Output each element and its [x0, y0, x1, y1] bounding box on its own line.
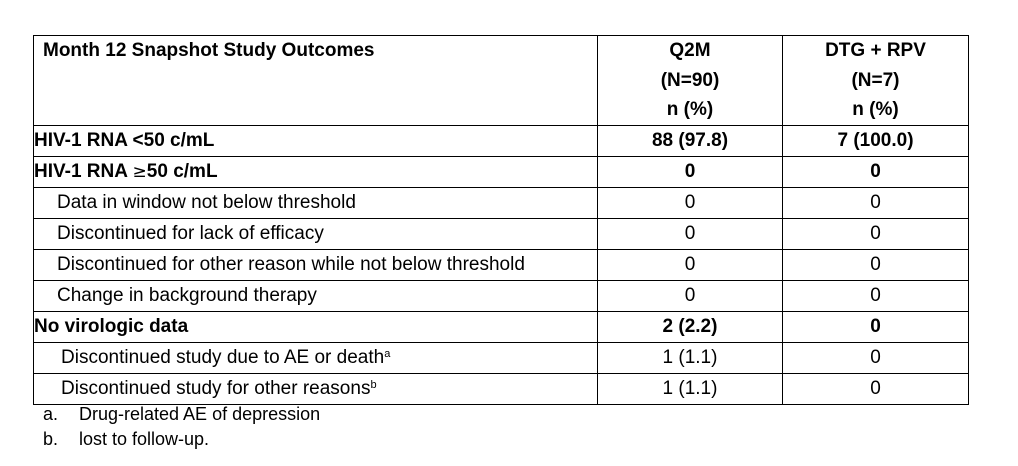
- row-label: HIV-1 RNA <50 c/mL: [34, 126, 598, 157]
- table-row: [34, 126, 969, 157]
- footnote-marker: b: [370, 379, 377, 391]
- dtg-rpv-value: 0: [783, 374, 969, 405]
- table-row: [34, 188, 969, 219]
- q2m-value: 88 (97.8): [598, 126, 783, 157]
- q2m-value: 0: [598, 219, 783, 250]
- dtg-rpv-value: 0: [783, 250, 969, 281]
- row-label: [34, 374, 598, 405]
- footnotes: [43, 402, 320, 452]
- row-label: [34, 343, 598, 374]
- row-label-text: Discontinued study for other reasons: [61, 378, 371, 399]
- q2m-value: 0: [598, 157, 783, 188]
- q2m-value: 0: [598, 188, 783, 219]
- header-dtg-rpv-cell: [783, 36, 969, 126]
- table-title: Month 12 Snapshot Study Outcomes: [43, 40, 375, 61]
- greater-equal-symbol: ≥: [132, 162, 147, 182]
- q2m-unit: n (%): [666, 99, 714, 120]
- footnote-item: [43, 402, 320, 427]
- header-title-cell: [34, 36, 598, 126]
- row-label-text: HIV-1 RNA: [34, 161, 133, 182]
- row-label: Discontinued for other reason while not below threshold: [34, 250, 598, 281]
- dtg-rpv-value: 0: [783, 219, 969, 250]
- table-row: [34, 281, 969, 312]
- dtg-rpv-n: (N=7): [851, 69, 900, 91]
- q2m-n: (N=90): [660, 69, 720, 91]
- row-label-text: 50 c/mL: [146, 161, 218, 182]
- q2m-value: 2 (2.2): [598, 312, 783, 343]
- dtg-rpv-value: 7 (100.0): [783, 126, 969, 157]
- table-row: [34, 157, 969, 188]
- dtg-rpv-value: 0: [783, 281, 969, 312]
- footnote-item: [43, 427, 320, 452]
- table-row: [34, 343, 969, 374]
- row-label: Change in background therapy: [34, 281, 598, 312]
- dtg-rpv-value: 0: [783, 312, 969, 343]
- dtg-rpv-value: 0: [783, 188, 969, 219]
- table-row: [34, 219, 969, 250]
- table-row: [34, 250, 969, 281]
- footnote-mark: b.: [43, 429, 59, 449]
- row-label: Discontinued for lack of efficacy: [34, 219, 598, 250]
- row-label: No virologic data: [34, 312, 598, 343]
- row-label-text: Discontinued study due to AE or death: [61, 347, 385, 368]
- table-row: [34, 312, 969, 343]
- row-label: Data in window not below threshold: [34, 188, 598, 219]
- footnote-mark: a.: [43, 404, 59, 424]
- dtg-rpv-value: 0: [783, 343, 969, 374]
- dtg-rpv-arm-name: DTG + RPV: [825, 40, 926, 61]
- q2m-arm-name: Q2M: [669, 40, 711, 61]
- footnote-text: lost to follow-up.: [79, 429, 210, 449]
- header-q2m-cell: [598, 36, 783, 126]
- footnote-text: Drug-related AE of depression: [79, 404, 321, 424]
- q2m-value: 0: [598, 250, 783, 281]
- dtg-rpv-unit: n (%): [852, 99, 899, 120]
- q2m-value: 1 (1.1): [598, 343, 783, 374]
- dtg-rpv-value: 0: [783, 157, 969, 188]
- q2m-value: 0: [598, 281, 783, 312]
- table-row: [34, 374, 969, 405]
- row-label: [34, 157, 598, 188]
- table-header-row: [34, 36, 969, 126]
- q2m-value: 1 (1.1): [598, 374, 783, 405]
- footnote-marker: a: [384, 348, 391, 360]
- outcomes-table: [33, 35, 969, 405]
